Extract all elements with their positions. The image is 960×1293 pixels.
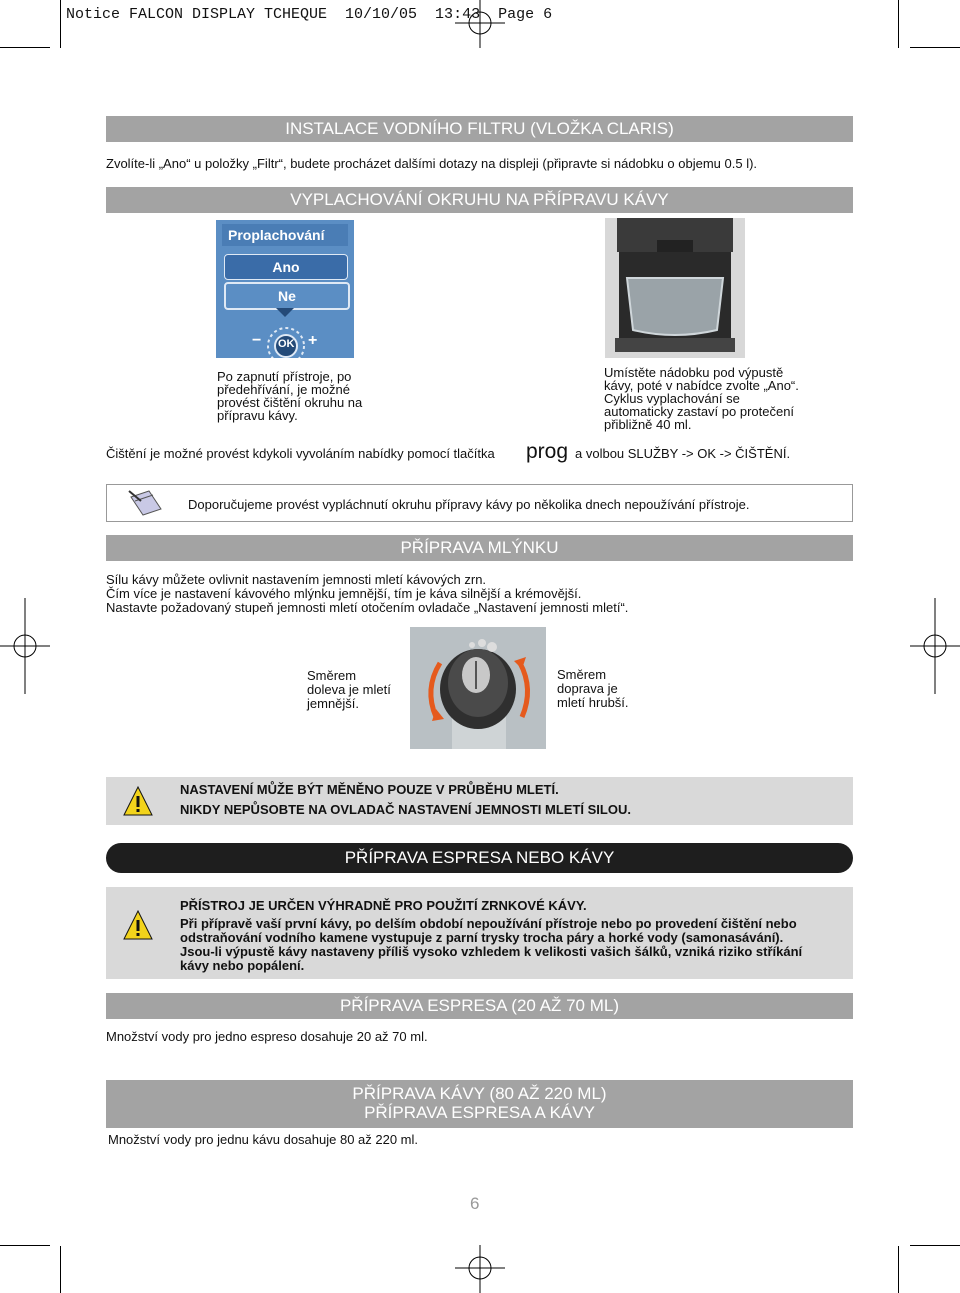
grinder-line: Sílu kávy můžete ovlivnit nastavením jemnosti mletí kávových zrn.: [106, 572, 487, 587]
screen-option-no: Ne: [224, 282, 350, 310]
crop-mark: [0, 1245, 50, 1246]
note-pen-icon: [125, 487, 167, 519]
grind-knob-photo: [410, 627, 546, 749]
crop-mark: [898, 1246, 899, 1293]
grinder-line: Nastavte požadovaný stupeň jemnosti mletí otočením ovladače „Nastavení jemnosti mletí“.: [106, 600, 629, 615]
screen-option-yes: Ano: [224, 254, 348, 280]
crop-mark: [898, 0, 899, 48]
right-caption-line: automaticky zastaví po protečení: [604, 404, 795, 419]
warning-line: Jsou-li výpustě kávy nastaveny příliš vysoko vzhledem k velikosti vašich šálků, vzniká riziko stříkání: [180, 944, 803, 959]
section-title-grinder: PŘÍPRAVA MLÝNKU: [106, 535, 853, 561]
warning-triangle-icon: [122, 785, 154, 817]
coffee-amount-title-line2: PŘÍPRAVA ESPRESA A KÁVY: [364, 1103, 595, 1122]
coffee-amount-title-line1: PŘÍPRAVA KÁVY (80 AŽ 220 ML): [352, 1084, 607, 1103]
left-caption-line: provést čištění okruhu na: [217, 395, 363, 410]
right-caption-line: Cyklus vyplachování se: [604, 391, 740, 406]
print-header: Notice FALCON DISPLAY TCHEQUE 10/10/05 13:43 Page 6: [66, 6, 553, 23]
right-caption-line: kávy, poté v nabídce zvolte „Ano“.: [604, 378, 799, 393]
grind-left-line: doleva je mletí: [307, 682, 391, 697]
warning-line: PŘÍSTROJ JE URČEN VÝHRADNĚ PRO POUŽITÍ ZRNKOVÉ KÁVY.: [180, 898, 587, 913]
right-caption-line: Umístěte nádobku pod výpustě: [604, 365, 784, 380]
grinder-line: Čím více je nastavení kávového mlýnku jemnější, tím je káva silnější a krémovější.: [106, 586, 582, 601]
espresso-amount-text: Množství vody pro jedno espreso dosahuje 20 až 70 ml.: [106, 1029, 428, 1044]
plus-icon: +: [308, 332, 318, 349]
coffee-amount-text: Množství vody pro jednu kávu dosahuje 80 až 220 ml.: [108, 1132, 419, 1147]
coffee-machine-photo: [605, 218, 745, 358]
registration-mark-bottom: [455, 1245, 505, 1293]
warning-line: NASTAVENÍ MŮŽE BÝT MĚNĚNO POUZE V PRŮBĚHU MLETÍ.: [180, 782, 559, 797]
minus-icon: −: [252, 332, 262, 349]
grind-right-line: doprava je: [557, 681, 618, 696]
section-title-espresso: PŘÍPRAVA ESPRESA NEBO KÁVY: [106, 843, 853, 873]
filter-text: Zvolíte-li „Ano“ u položky „Filtr“, budete procházet dalšími dotazy na displeji (připravte si nádobku o objemu 0.5 l).: [106, 156, 758, 171]
warning-line: NIKDY NEPŮSOBTE NA OVLADAČ NASTAVENÍ JEMNOSTI MLETÍ SILOU.: [180, 802, 631, 817]
right-caption-line: přibližně 40 ml.: [604, 417, 692, 432]
arrow-down-icon: [276, 308, 294, 318]
crop-mark: [910, 1245, 960, 1246]
page-number: 6: [470, 1194, 480, 1213]
grind-right-line: Směrem: [557, 667, 607, 682]
note-text: Doporučujeme provést vypláchnutí okruhu přípravy kávy po několika dnech nepoužívání přístroje.: [188, 497, 750, 512]
warning-line: odstraňování vodního kamene vystupuje z parní trysky trocha páry a horké vody (samonasávání).: [180, 930, 784, 945]
section-title-coffee-amount: [106, 1080, 853, 1128]
left-caption-line: přípravu kávy.: [217, 408, 298, 423]
section-title-rinse: VYPLACHOVÁNÍ OKRUHU NA PŘÍPRAVU KÁVY: [106, 187, 853, 213]
crop-mark: [60, 0, 61, 48]
section-title-filter: INSTALACE VODNÍHO FILTRU (VLOŽKA CLARIS): [106, 116, 853, 142]
warning-line: Při přípravě vaší první kávy, po delším období nepoužívání přístroje nebo po provedení čištění nebo: [180, 916, 797, 931]
screen-title: Proplachování: [222, 224, 348, 246]
registration-mark-left: [0, 598, 50, 694]
crop-mark: [60, 1246, 61, 1293]
grind-left-line: Směrem: [307, 668, 357, 683]
crop-mark: [0, 47, 50, 48]
prog-button-label: prog: [526, 440, 569, 463]
grind-right-line: mletí hrubší.: [557, 695, 629, 710]
registration-mark-right: [910, 598, 960, 694]
left-caption-line: předehřívání, je možné: [217, 382, 350, 397]
screen-ok-label: OK: [278, 338, 295, 350]
warning-line: kávy nebo popálení.: [180, 958, 305, 973]
warning-box-beans: [106, 887, 853, 979]
section-title-espresso-amount: PŘÍPRAVA ESPRESA (20 AŽ 70 ML): [106, 993, 853, 1019]
warning-box-grind: [106, 777, 853, 825]
warning-triangle-icon: [122, 909, 154, 941]
left-caption-line: Po zapnutí přístroje, po: [217, 369, 352, 384]
grind-left-line: jemnější.: [307, 696, 360, 711]
clean-text-after: a volbou SLUŽBY -> OK -> ČIŠTĚNÍ.: [575, 446, 791, 461]
note-box: [106, 484, 853, 522]
crop-mark: [910, 47, 960, 48]
display-screen: [216, 220, 354, 358]
clean-text-before: Čištění je možné provést kdykoli vyvoláním nabídky pomocí tlačítka: [106, 446, 495, 461]
